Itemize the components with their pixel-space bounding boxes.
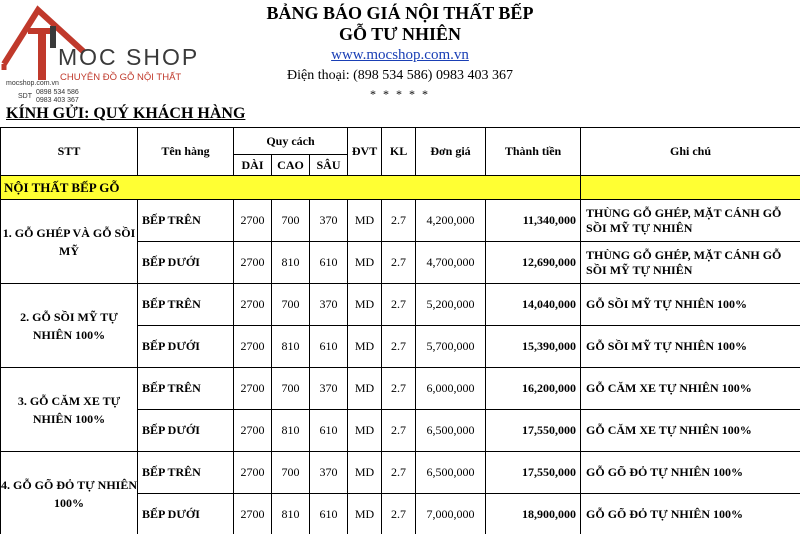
table-row [1,200,800,242]
cao-cell: 810 [272,410,310,452]
col-header-kl: KL [382,128,416,176]
col-header-stt: STT [1,128,138,176]
stt-cell: 3. GỖ CĂM XE TỰ NHIÊN 100% [1,368,138,452]
dai-cell: 2700 [234,410,272,452]
table-row [1,284,800,326]
sau-cell: 610 [310,494,348,534]
ghi-chu-cell: GỖ GÕ ĐỎ TỰ NHIÊN 100% [581,494,800,534]
cao-cell: 700 [272,284,310,326]
don-gia-cell: 6,500,000 [416,452,486,494]
col-header-cao: CAO [272,155,310,176]
col-header-ghi-chu: Ghi chú [581,128,800,176]
col-header-dai: DÀI [234,155,272,176]
dai-cell: 2700 [234,452,272,494]
thanh-tien-cell: 17,550,000 [486,410,581,452]
don-gia-cell: 4,700,000 [416,242,486,284]
don-gia-cell: 5,200,000 [416,284,486,326]
dvt-cell: MD [348,452,382,494]
logo-small-phones [36,89,96,105]
item-name-cell: BẾP TRÊN [138,452,234,494]
thanh-tien-cell: 16,200,000 [486,368,581,410]
ghi-chu-cell: THÙNG GỖ GHÉP, MẶT CÁNH GỖ SỒI MỸ TỰ NHIÊN [581,200,800,242]
table-row [1,368,800,410]
header-row [1,128,800,155]
dai-cell: 2700 [234,200,272,242]
kl-cell: 2.7 [382,200,416,242]
price-table [0,127,800,534]
ghi-chu-cell: GỖ CĂM XE TỰ NHIÊN 100% [581,368,800,410]
sau-cell: 610 [310,326,348,368]
col-header-don-gia: Đơn giá [416,128,486,176]
document-header [200,0,600,102]
don-gia-cell: 7,000,000 [416,494,486,534]
thanh-tien-cell: 18,900,000 [486,494,581,534]
dai-cell: 2700 [234,284,272,326]
section-title-fill [581,176,800,200]
dai-cell: 2700 [234,494,272,534]
logo-tagline: CHUYÊN ĐỒ GỖ NỘI THẤT [60,72,182,83]
stt-cell: 2. GỖ SỒI MỸ TỰ NHIÊN 100% [1,284,138,368]
item-name-cell: BẾP DƯỚI [138,242,234,284]
cao-cell: 700 [272,200,310,242]
title-line-2: GỖ TƯ NHIÊN [338,24,462,44]
dvt-cell: MD [348,494,382,534]
stt-cell: 1. GỖ GHÉP VÀ GỖ SỒI MỸ [1,200,138,284]
sau-cell: 370 [310,284,348,326]
section-row [1,176,800,200]
section-title: NỘI THẤT BẾP GỖ [1,176,581,200]
logo-small-contact [6,80,79,104]
col-header-dvt: ĐVT [348,128,382,176]
col-header-sau: SÂU [310,155,348,176]
website-link[interactable]: www.mocshop.com.vn [331,47,469,63]
table-row [1,452,800,494]
dvt-cell: MD [348,284,382,326]
thanh-tien-cell: 15,390,000 [486,326,581,368]
sau-cell: 370 [310,452,348,494]
dvt-cell: MD [348,326,382,368]
item-name-cell: BẾP TRÊN [138,200,234,242]
item-name-cell: BẾP DƯỚI [138,410,234,452]
stars-divider: * * * * * [370,87,430,101]
logo-small-phone-2: 0983 403 367 [36,97,79,104]
cao-cell: 810 [272,326,310,368]
don-gia-cell: 5,700,000 [416,326,486,368]
thanh-tien-cell: 17,550,000 [486,452,581,494]
logo-small-phone-1: 0898 534 586 [36,89,79,96]
sau-cell: 610 [310,410,348,452]
logo-brand-text: MOC SHOP [58,44,200,70]
phone-line: Điện thoại: (898 534 586) 0983 403 367 [287,68,513,83]
moc-shop-logo [0,2,205,104]
thanh-tien-cell: 12,690,000 [486,242,581,284]
stt-cell: 4. GỖ GÕ ĐỎ TỰ NHIÊN 100% [1,452,138,534]
don-gia-cell: 6,500,000 [416,410,486,452]
cao-cell: 810 [272,494,310,534]
col-header-quy-cach: Quy cách [234,128,348,155]
sau-cell: 610 [310,242,348,284]
don-gia-cell: 6,000,000 [416,368,486,410]
cao-cell: 700 [272,452,310,494]
greeting: KÍNH GỬI: QUÝ KHÁCH HÀNG [6,105,246,122]
dvt-cell: MD [348,410,382,452]
col-header-thanh-tien: Thành tiền [486,128,581,176]
ghi-chu-cell: GỖ GÕ ĐỎ TỰ NHIÊN 100% [581,452,800,494]
ghi-chu-cell: GỖ SỒI MỸ TỰ NHIÊN 100% [581,284,800,326]
kl-cell: 2.7 [382,452,416,494]
sau-cell: 370 [310,368,348,410]
item-name-cell: BẾP DƯỚI [138,326,234,368]
kl-cell: 2.7 [382,494,416,534]
dai-cell: 2700 [234,242,272,284]
kl-cell: 2.7 [382,410,416,452]
kl-cell: 2.7 [382,242,416,284]
item-name-cell: BẾP TRÊN [138,284,234,326]
don-gia-cell: 4,200,000 [416,200,486,242]
ghi-chu-cell: GỖ CĂM XE TỰ NHIÊN 100% [581,410,800,452]
kl-cell: 2.7 [382,368,416,410]
kl-cell: 2.7 [382,284,416,326]
cao-cell: 810 [272,242,310,284]
logo-small-site: mocshop.com.vn [6,80,59,87]
dvt-cell: MD [348,242,382,284]
item-name-cell: BẾP TRÊN [138,368,234,410]
col-header-ten-hang: Tên hàng [138,128,234,176]
title-line-1: BẢNG BÁO GIÁ NỘI THẤT BẾP [266,3,534,23]
dai-cell: 2700 [234,326,272,368]
cao-cell: 700 [272,368,310,410]
thanh-tien-cell: 11,340,000 [486,200,581,242]
dvt-cell: MD [348,200,382,242]
ghi-chu-cell: GỖ SỒI MỸ TỰ NHIÊN 100% [581,326,800,368]
kl-cell: 2.7 [382,326,416,368]
ghi-chu-cell: THÙNG GỖ GHÉP, MẶT CÁNH GỖ SỒI MỸ TỰ NHIÊN [581,242,800,284]
dvt-cell: MD [348,368,382,410]
thanh-tien-cell: 14,040,000 [486,284,581,326]
sau-cell: 370 [310,200,348,242]
logo-small-sdt: SDT [18,93,32,100]
dai-cell: 2700 [234,368,272,410]
item-name-cell: BẾP DƯỚI [138,494,234,534]
